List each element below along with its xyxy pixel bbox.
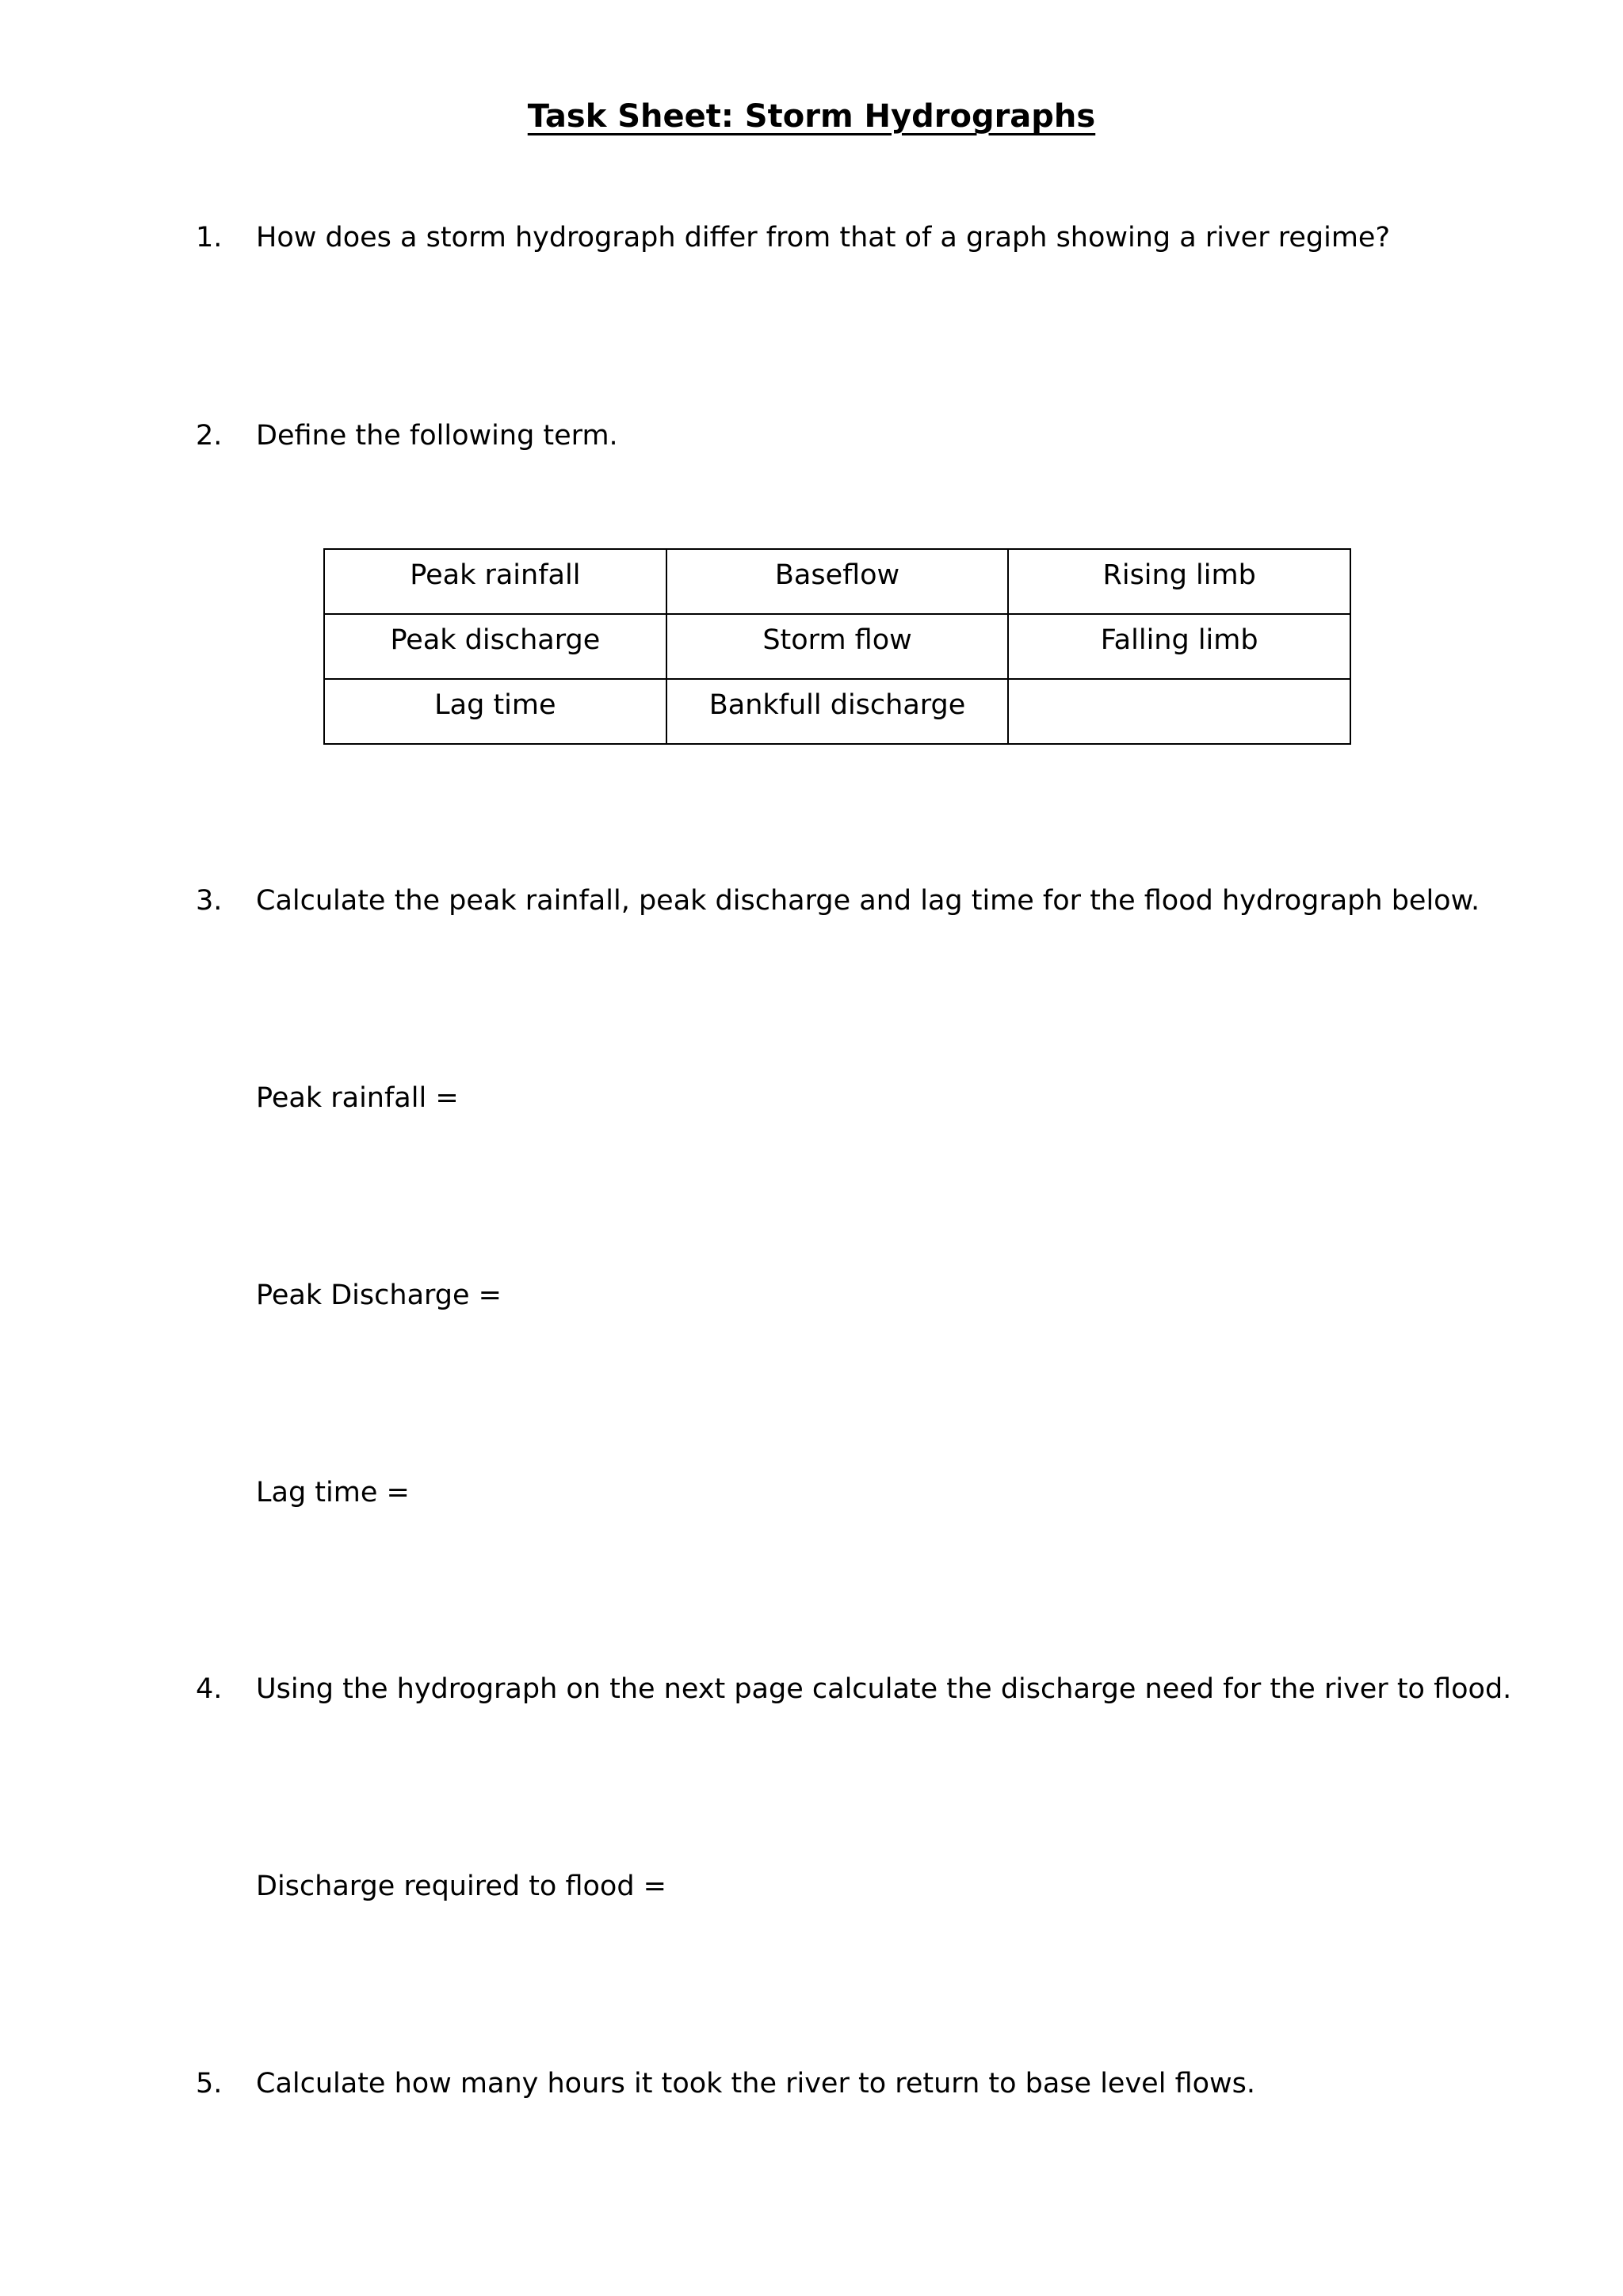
question-4-text: Using the hydrograph on the next page calculate the discharge need for the river to flood. (256, 1673, 1512, 1705)
question-5-text: Calculate how many hours it took the river to return to base level flows. (256, 2068, 1256, 2100)
question-2-number: 2. (196, 420, 223, 452)
question-3-number: 3. (196, 885, 223, 917)
table-cell (1008, 679, 1350, 744)
table-cell: Falling limb (1008, 614, 1350, 679)
discharge-required-answer-label: Discharge required to flood = (256, 1871, 667, 1902)
table-cell: Storm flow (666, 614, 1009, 679)
page-title: Task Sheet: Storm Hydrographs (527, 98, 1096, 135)
peak-discharge-answer-label: Peak Discharge = (256, 1280, 502, 1311)
peak-rainfall-answer-label: Peak rainfall = (256, 1082, 459, 1114)
table-cell: Bankfull discharge (666, 679, 1009, 744)
table-row (324, 549, 1350, 614)
question-1-number: 1. (196, 222, 223, 254)
question-4-number: 4. (196, 1673, 223, 1705)
table-cell: Peak rainfall (324, 549, 666, 614)
terms-table (323, 548, 1351, 745)
table-row (324, 614, 1350, 679)
question-2-text: Define the following term. (256, 420, 618, 452)
table-cell: Peak discharge (324, 614, 666, 679)
table-cell: Baseflow (666, 549, 1009, 614)
question-3-text: Calculate the peak rainfall, peak discharge and lag time for the flood hydrograph below. (256, 885, 1480, 917)
question-5-number: 5. (196, 2068, 223, 2100)
table-cell: Rising limb (1008, 549, 1350, 614)
table-cell: Lag time (324, 679, 666, 744)
lag-time-answer-label: Lag time = (256, 1477, 410, 1508)
question-1-text: How does a storm hydrograph differ from that of a graph showing a river regime? (256, 222, 1391, 254)
table-row (324, 679, 1350, 744)
